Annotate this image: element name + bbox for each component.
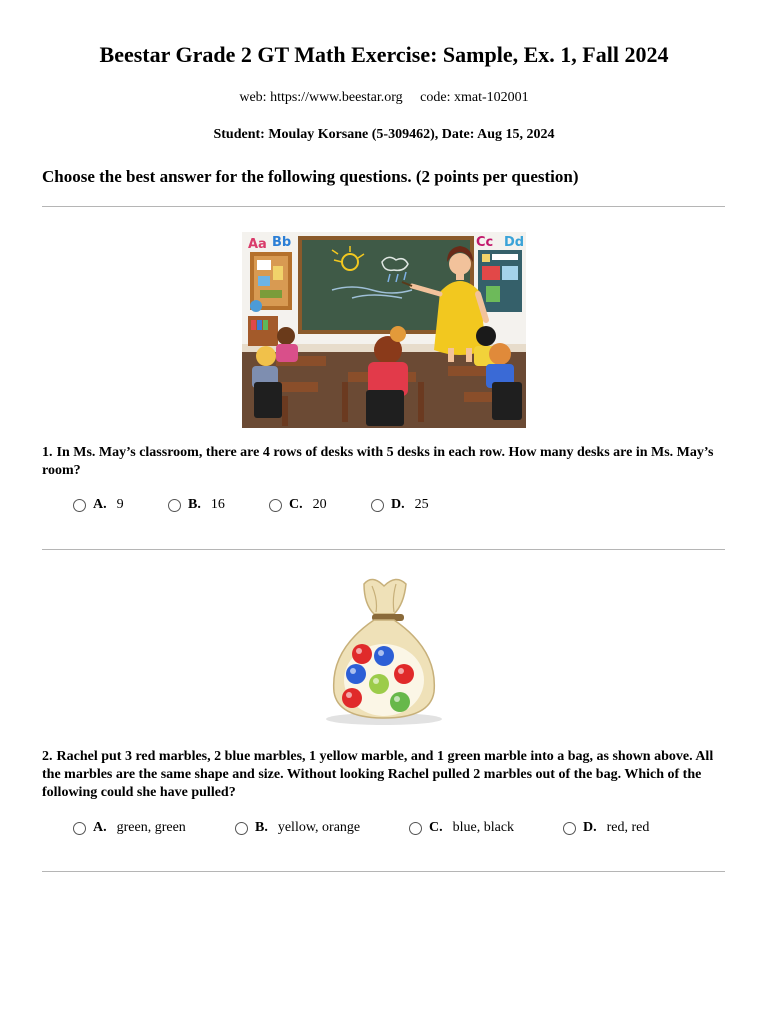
option-value: 25: [414, 497, 429, 512]
marble-green: [390, 692, 410, 712]
web-label: web:: [239, 90, 267, 105]
marble-red: [342, 688, 362, 708]
option-letter: B.: [255, 820, 268, 835]
radio-button[interactable]: [73, 499, 86, 512]
option-letter: A.: [93, 497, 107, 512]
marble-red: [394, 664, 414, 684]
marble-blue: [346, 664, 366, 684]
option-value: green, green: [116, 820, 186, 835]
question-text: Rachel put 3 red marbles, 2 blue marbles, 1 yellow marble, and 1 green marble into a bag, as shown above. All the marbles are the same shape and size. Without looking Rachel pulled 2 marbles out of the bag. Which of the following could she have pulled?: [42, 749, 714, 800]
option-d[interactable]: [371, 497, 429, 513]
student-info: Student: Moulay Korsane (5-309462), Date: Aug 15, 2024: [213, 127, 555, 142]
classroom-illustration: [242, 232, 526, 428]
marble-bag-illustration: [322, 576, 446, 728]
answer-options-2: [73, 820, 649, 836]
option-letter: B.: [188, 497, 201, 512]
option-value: 9: [116, 497, 124, 512]
radio-button[interactable]: [409, 822, 422, 835]
option-value: yellow, orange: [277, 820, 361, 835]
radio-button[interactable]: [563, 822, 576, 835]
divider: [42, 549, 725, 550]
option-a[interactable]: [73, 497, 168, 513]
option-a[interactable]: [73, 820, 235, 836]
web-url[interactable]: https://www.beestar.org: [270, 90, 403, 105]
code-label: code:: [420, 90, 451, 105]
radio-button[interactable]: [235, 822, 248, 835]
page-title: Beestar Grade 2 GT Math Exercise: Sample, Ex. 1, Fall 2024: [99, 42, 669, 67]
site-meta: [0, 90, 768, 106]
option-value: red, red: [606, 820, 650, 835]
question-text: In Ms. May’s classroom, there are 4 rows of desks with 5 desks in each row. How many desks are in Ms. May’s room?: [42, 445, 714, 478]
marble-blue: [374, 646, 394, 666]
board-letter-cc: Cc: [476, 235, 494, 250]
option-letter: D.: [583, 820, 597, 835]
divider: [42, 871, 725, 872]
option-letter: D.: [391, 497, 405, 512]
divider: [42, 206, 725, 207]
option-letter: A.: [93, 820, 107, 835]
option-letter: C.: [289, 497, 303, 512]
radio-button[interactable]: [371, 499, 384, 512]
radio-button[interactable]: [168, 499, 181, 512]
option-c[interactable]: [409, 820, 563, 836]
board-letter-bb: Bb: [272, 235, 292, 250]
board-letter-aa: Aa: [248, 237, 267, 252]
option-d[interactable]: [563, 820, 649, 836]
code-value: xmat-102001: [454, 90, 529, 105]
question-number: 1.: [42, 445, 53, 460]
option-c[interactable]: [269, 497, 371, 513]
option-value: 20: [312, 497, 327, 512]
marble-yellow: [369, 674, 389, 694]
radio-button[interactable]: [269, 499, 282, 512]
question-number: 2.: [42, 749, 53, 764]
option-b[interactable]: [235, 820, 409, 836]
option-value: blue, black: [452, 820, 515, 835]
marble-red: [352, 644, 372, 664]
instructions: Choose the best answer for the following questions. (2 points per question): [42, 167, 579, 186]
answer-options-1: [73, 497, 429, 513]
board-letter-dd: Dd: [504, 235, 525, 250]
option-letter: C.: [429, 820, 443, 835]
question-1: [42, 444, 726, 480]
option-b[interactable]: [168, 497, 269, 513]
option-value: 16: [210, 497, 225, 512]
question-2: [42, 748, 726, 802]
radio-button[interactable]: [73, 822, 86, 835]
